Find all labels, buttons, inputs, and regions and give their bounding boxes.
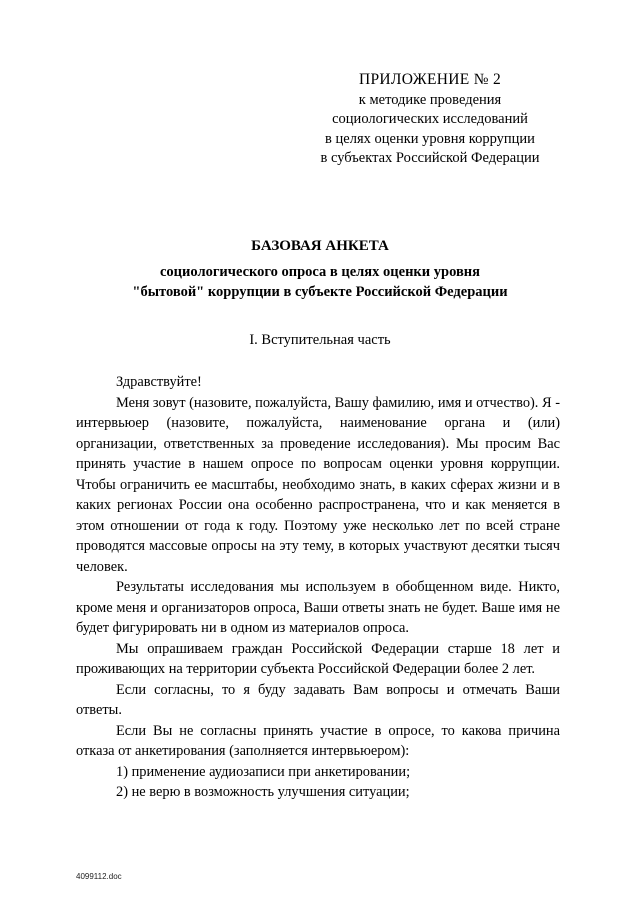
list-item-refusal-reason: 2) не верю в возможность улучшения ситуации;: [116, 784, 410, 800]
paragraph-refusal: Если Вы не согласны принять участие в опросе, то какова причина отказа от анкетирования (заполняется интервьюером):: [76, 722, 560, 759]
section-body: [76, 372, 560, 803]
appendix-line: в субъектах Российской Федерации: [320, 150, 540, 166]
paragraph-consent: Если согласны, то я буду задавать Вам вопросы и отмечать Ваши ответы.: [76, 681, 560, 718]
list-item-refusal-reason: 1) применение аудиозаписи при анкетировании;: [116, 763, 411, 780]
appendix-line: к методике проведения: [358, 91, 502, 108]
paragraph-confidentiality: Результаты исследования мы используем в обобщенном виде. Никто, кроме меня и организаторов опроса, Ваши ответы знать не будет. Ваше имя не будет фигурировать ни в одном из материалов опроса.: [76, 579, 560, 636]
document-title: БАЗОВАЯ АНКЕТА: [251, 238, 389, 254]
section-heading: I. Вступительная часть: [249, 332, 391, 348]
appendix-line: социологических исследований: [332, 111, 528, 127]
paragraph-greeting: Здравствуйте!: [116, 374, 202, 390]
document-subtitle-line: социологического опроса в целях оценки уровня: [160, 264, 480, 280]
footer-doc-code: 4099112.doc: [76, 872, 122, 881]
appendix-line: в целях оценки уровня коррупции: [325, 130, 535, 147]
document-subtitle: [0, 262, 640, 302]
paragraph-respondents: Мы опрашиваем граждан Российской Федерации старше 18 лет и проживающих на территории субъекта Российской Федерации более 2 лет.: [76, 640, 560, 677]
appendix-title: ПРИЛОЖЕНИЕ № 2: [358, 71, 502, 88]
appendix-block: [300, 70, 560, 169]
paragraph-introduction: Меня зовут (назовите, пожалуйста, Вашу фамилию, имя и отчество). Я - интервьюер (назовите, пожалуйста, наименование органа и (или) организации, ответственных за проведение исследования). Мы просим Вас принять участие в нашем опросе по вопросам оценки уровня коррупции. Чтобы ограничить ее масштабы, необходимо знать, в каких сферах жизни и в каких регионах России она особенно распространена, что и как меняется в этом отношении от года к году. Поэтому уже несколько лет по всей стране проводятся массовые опросы на эту тему, в которых участвуют десятки тысяч человек.: [76, 394, 560, 575]
document-subtitle-line: "бытовой" коррупции в субъекте Российской Федерации: [132, 284, 508, 300]
